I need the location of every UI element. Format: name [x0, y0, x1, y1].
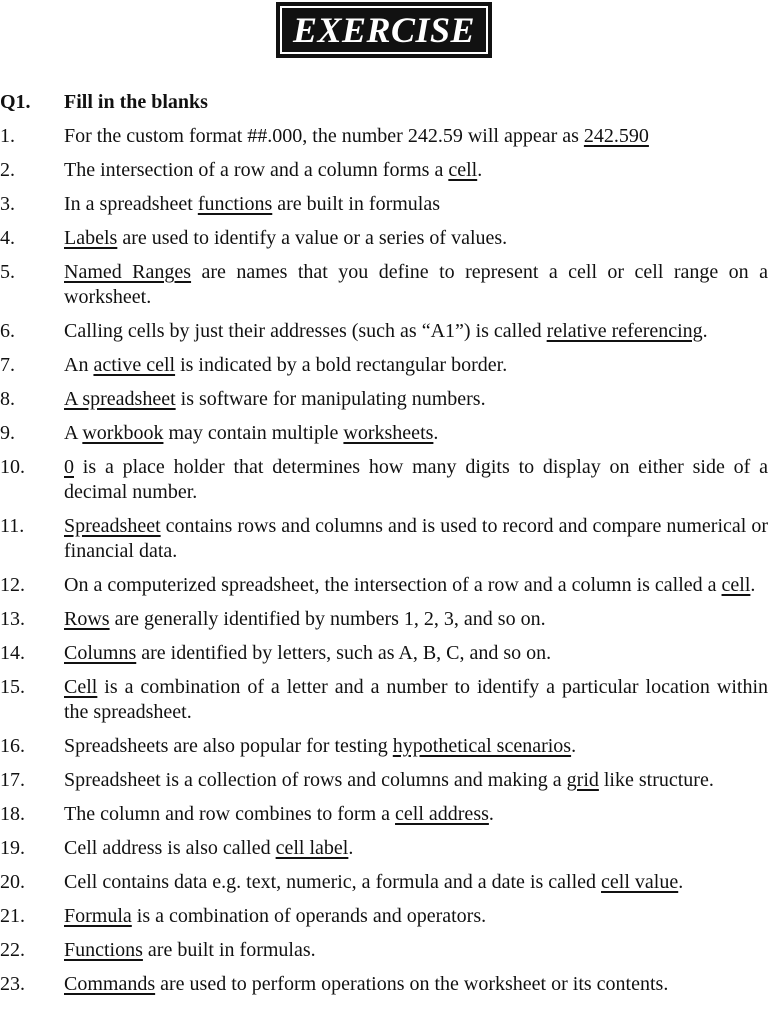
sentence-text: On a computerized spreadsheet, the intersection of a row and a column is called a: [64, 574, 722, 596]
item-text: [64, 904, 768, 929]
sentence-text: .: [571, 735, 577, 757]
sentence-text: are names that you define to represent a cell or cell range on a worksheet.: [64, 261, 768, 308]
item-number: 1.: [0, 125, 15, 147]
item-number: 2.: [0, 159, 15, 181]
list-item: [0, 607, 768, 632]
list-item: [0, 158, 768, 183]
item-number: 9.: [0, 422, 15, 444]
item-text: [64, 192, 768, 217]
item-text: [64, 455, 768, 505]
sentence-text: Cell address is also called: [64, 837, 276, 859]
item-number: 15.: [0, 676, 25, 698]
list-item: [0, 904, 768, 929]
list-item: [0, 641, 768, 666]
sentence-text: An: [64, 354, 94, 376]
sentence-text: A: [64, 422, 83, 444]
list-item: [0, 514, 768, 564]
list-item: [0, 387, 768, 412]
item-text: [64, 734, 768, 759]
sentence-text: .: [433, 422, 439, 444]
list-item: [0, 353, 768, 378]
list-item: [0, 124, 768, 149]
sentence-text: For the custom format ##.000, the number 242.59 will appear as: [64, 125, 584, 147]
item-text: [64, 607, 768, 632]
sentence-text: are built in formulas: [272, 193, 440, 215]
sentence-text: may contain multiple: [163, 422, 344, 444]
answer-text: worksheets: [343, 422, 434, 444]
sentence-text: like structure.: [598, 769, 714, 791]
item-text: [64, 124, 768, 149]
item-number: 5.: [0, 261, 15, 283]
list-item: [0, 768, 768, 793]
answer-text: 242.590: [583, 125, 649, 147]
answer-text: Columns: [64, 642, 137, 664]
item-text: [64, 768, 768, 793]
answer-text: grid: [566, 769, 599, 791]
item-number: 21.: [0, 905, 25, 927]
item-number: 3.: [0, 193, 15, 215]
answer-text: cell value: [601, 871, 679, 893]
item-number: 10.: [0, 456, 25, 478]
item-text: [64, 573, 768, 598]
item-text: [64, 353, 768, 378]
item-number: 14.: [0, 642, 25, 664]
list-item: [0, 192, 768, 217]
item-text: [64, 158, 768, 183]
list-item: [0, 260, 768, 310]
list-item: [0, 319, 768, 344]
item-text: [64, 675, 768, 725]
item-text: [64, 514, 768, 564]
answer-text: cell: [721, 574, 751, 596]
sentence-text: .: [488, 803, 494, 825]
answer-text: workbook: [82, 422, 164, 444]
item-number: 12.: [0, 574, 25, 596]
answer-text: Cell: [64, 676, 98, 698]
sentence-text: are generally identified by numbers 1, 2, 3, and so on.: [109, 608, 546, 630]
item-number: 23.: [0, 973, 25, 995]
sentence-text: The intersection of a row and a column forms a: [64, 159, 449, 181]
item-text: [64, 641, 768, 666]
item-number: 8.: [0, 388, 15, 410]
sentence-text: Calling cells by just their addresses (such as “A1”) is called: [64, 320, 547, 342]
sentence-text: is a combination of a letter and a number to identify a particular location within the spreadsheet.: [64, 676, 768, 723]
item-number: 19.: [0, 837, 25, 859]
item-number: 16.: [0, 735, 25, 757]
answer-text: functions: [197, 193, 273, 215]
item-text: [64, 938, 768, 963]
answer-text: cell label: [275, 837, 349, 859]
answer-text: A spreadsheet: [64, 388, 176, 410]
sentence-text: .: [678, 871, 684, 893]
answer-text: Rows: [64, 608, 110, 630]
sentence-text: is a combination of operands and operators.: [131, 905, 487, 927]
item-number: 17.: [0, 769, 25, 791]
item-text: [64, 836, 768, 861]
answer-text: Formula: [64, 905, 132, 927]
question-heading: Fill in the blanks: [64, 91, 208, 113]
item-text: [64, 972, 768, 997]
list-item: [0, 421, 768, 446]
list-item: [0, 802, 768, 827]
sentence-text: is indicated by a bold rectangular border.: [175, 354, 508, 376]
list-item: [0, 938, 768, 963]
sentence-text: .: [702, 320, 708, 342]
item-text: [64, 387, 768, 412]
item-number: 20.: [0, 871, 25, 893]
answer-text: Spreadsheet: [64, 515, 161, 537]
list-item: [0, 455, 768, 505]
item-text: [64, 260, 768, 310]
item-text: [64, 870, 768, 895]
sentence-text: .: [348, 837, 354, 859]
item-text: [64, 226, 768, 251]
sentence-text: .: [750, 574, 756, 596]
sentence-text: The column and row combines to form a: [64, 803, 396, 825]
answer-text: Named Ranges: [64, 261, 192, 283]
answer-text: Commands: [64, 973, 156, 995]
sentence-text: In a spreadsheet: [64, 193, 198, 215]
answer-text: relative referencing: [546, 320, 703, 342]
item-text: [64, 319, 768, 344]
item-number: 22.: [0, 939, 25, 961]
list-item: [0, 972, 768, 997]
answer-text: 0: [64, 456, 74, 478]
sentence-text: are built in formulas.: [142, 939, 316, 961]
list-item: [0, 675, 768, 725]
list-item: [0, 734, 768, 759]
list-item: [0, 870, 768, 895]
answer-text: Functions: [64, 939, 143, 961]
answer-text: Labels: [64, 227, 118, 249]
sentence-text: Spreadsheets are also popular for testing: [64, 735, 393, 757]
sentence-text: are used to perform operations on the worksheet or its contents.: [155, 973, 669, 995]
sentence-text: are identified by letters, such as A, B, C, and so on.: [136, 642, 552, 664]
answer-text: hypothetical scenarios: [392, 735, 572, 757]
item-number: 6.: [0, 320, 15, 342]
item-number: 13.: [0, 608, 25, 630]
item-text: [64, 802, 768, 827]
sentence-text: are used to identify a value or a series of values.: [117, 227, 508, 249]
question-number: Q1.: [0, 91, 31, 113]
sentence-text: Spreadsheet is a collection of rows and columns and making a: [64, 769, 567, 791]
item-number: 4.: [0, 227, 15, 249]
sentence-text: Cell contains data e.g. text, numeric, a formula and a date is called: [64, 871, 602, 893]
item-text: [64, 421, 768, 446]
sentence-text: contains rows and columns and is used to record and compare numerical or financial data.: [64, 515, 768, 562]
list-item: [0, 836, 768, 861]
answer-text: cell address: [395, 803, 489, 825]
exercise-title: EXERCISE: [280, 6, 488, 54]
list-item: [0, 226, 768, 251]
sentence-text: is a place holder that determines how many digits to display on either side of a decimal number.: [64, 456, 768, 503]
sentence-text: is software for manipulating numbers.: [175, 388, 486, 410]
sentence-text: .: [477, 159, 483, 181]
list-item: [0, 573, 768, 598]
blanks-list: [0, 124, 768, 997]
answer-text: cell: [448, 159, 478, 181]
item-number: 18.: [0, 803, 25, 825]
item-number: 7.: [0, 354, 15, 376]
item-number: 11.: [0, 515, 25, 537]
answer-text: active cell: [93, 354, 176, 376]
exercise-title-box: [276, 2, 492, 58]
